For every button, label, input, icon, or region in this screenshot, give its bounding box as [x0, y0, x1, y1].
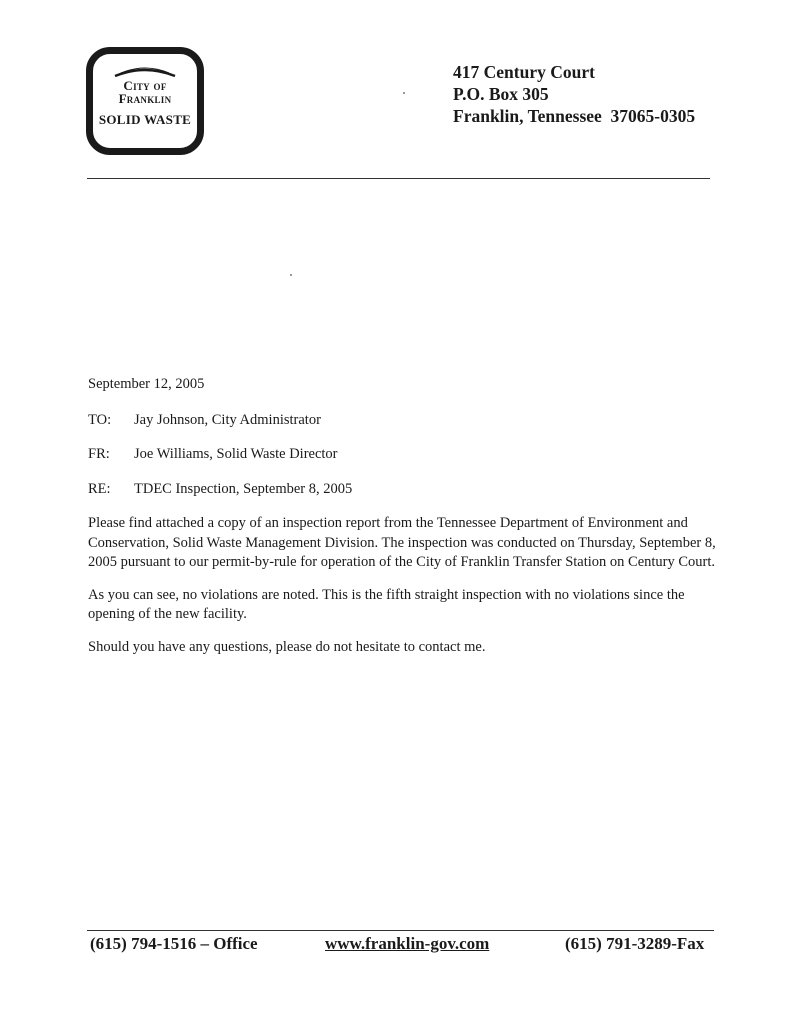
- memo-paragraph-2: As you can see, no violations are noted. This is the fifth straight inspection with no violations since the opening of the new facility.: [88, 586, 685, 622]
- logo-text-city-of: City of: [123, 78, 167, 93]
- memo-from-line: [88, 445, 718, 465]
- memo-re-label: RE:: [88, 480, 111, 497]
- footer-office-phone: (615) 794-1516 – Office: [90, 934, 258, 953]
- logo-text-solid-waste: SOLID WASTE: [98, 112, 192, 127]
- logo-text-franklin: Franklin: [118, 91, 172, 106]
- memo-from-label: FR:: [88, 446, 110, 462]
- memo-re-line: [88, 480, 718, 500]
- scan-speck: [403, 92, 405, 94]
- memo-paragraph-1: Please find attached a copy of an inspection report from the Tennessee Department of Environment and Conservation, Solid Waste Management Division. The inspection was conducted on Thursday, September 8, 2005 pursuant to our permit-by-rule for operation of the City of Franklin Transfer Station on Century Court.: [88, 515, 716, 570]
- footer-website-link[interactable]: www.franklin-gov.com: [325, 934, 490, 953]
- memo-re-value: TDEC Inspection, September 8, 2005: [134, 480, 353, 497]
- memo-to-value: Jay Johnson, City Administrator: [134, 411, 321, 428]
- memo-to-label: TO:: [88, 411, 112, 428]
- footer-fax-number: (615) 791-3289-Fax: [565, 934, 705, 953]
- scan-speck: [290, 274, 292, 276]
- city-logo: [86, 47, 204, 155]
- memo-paragraph-3: Should you have any questions, please do not hesitate to contact me.: [88, 638, 486, 655]
- address-po-box: P.O. Box 305: [453, 84, 549, 104]
- memo-body: [88, 375, 718, 670]
- memo-to-line: [88, 411, 718, 431]
- footer-divider: [87, 930, 714, 931]
- address-city-state-zip: Franklin, Tennessee 37065-0305: [453, 106, 696, 126]
- logo-arc-icon: [111, 64, 179, 78]
- memo-from-value: Joe Williams, Solid Waste Director: [134, 446, 338, 462]
- address-street: 417 Century Court: [453, 62, 595, 82]
- memo-date: September 12, 2005: [88, 376, 205, 392]
- letterhead-address: [453, 61, 695, 127]
- header-divider: [87, 178, 710, 179]
